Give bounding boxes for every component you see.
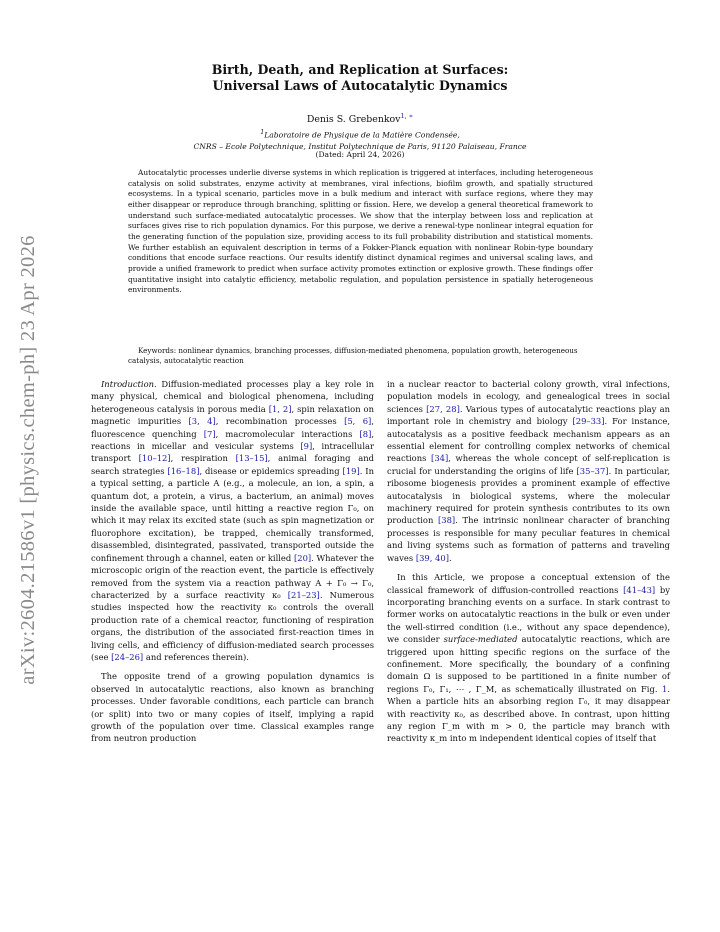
citation-link[interactable]: [29–33]	[572, 416, 605, 427]
left-column	[91, 378, 374, 745]
citation-link[interactable]: [24–26]	[111, 651, 144, 662]
abstract: Autocatalytic processes underlie diverse systems in which replication is triggered at interfaces, including heterogeneous catalysis on solid substrates, enzyme activity at membranes, viral infections, biofilm growth, and spatially structured ecosystems. In a typical scenario, particles move in a bulk medium and interact with surface regions, where they may either disappear or reproduce through branching, splitting or fission. Here, we develop a general theoretical framework to understand such surface-mediated autocatalytic processes. We show that the interplay between loss and replication at surfaces gives rise to rich population dynamics. For this purpose, we derive a renewal-type nonlinear integral equation for the generating function of the population size, providing access to its full probability distribution and statistical moments. We further establish an equivalent description in terms of a Fokker-Planck equation with nonlinear Robin-type boundary conditions that encode surface reactions. Our results identify distinct dynamical regimes and universal scaling laws, and provide a unified framework to predict when surface activity promotes extinction or explosive growth. These findings offer quantitative insight into catalytic efficiency, metabolic regulation, and population persistence in spatially heterogeneous environments.	[128, 168, 593, 295]
intro-paragraph-1: Introduction. Diffusion-mediated processes play a key role in many physical, chemical and biological phenomena, including heterogeneous catalysis in porous media [1, 2], spin relaxation on magnetic impurities [3, 4], recombination processes [5, 6], fluorescence quenching [7], macromolecular interactions [8], reactions in micellar and vesicular systems [9], intracellular transport [10–12], respiration [13–15], animal foraging and search strategies [16–18], disease or epidemics spreading [19]. In a typical setting, a particle A (e.g., a molecule, an ion, a spin, a quantum dot, a protein, a virus, a bacterium, an animal) moves inside the available space, until hitting a reactive region Γ₀, on which it may relax its excited state (such as spin magnetization or fluorophore excitation), be trapped, chemically transformed, disassembled, disintegrated, passivated, transported outside the confinement through a channel, eaten or killed [20]. Whatever the microscopic origin of the reaction event, the particle is effectively removed from the system via a reaction pathway A + Γ₀ → Γ₀, characterized by a surface reactivity κ₀ [21–23]. Numerous studies inspected how the reactivity κ₀ controls the overall production rate of a chemical reactor, functioning of respiration organs, the distribution of the associated first-reaction times in living cells, and efficiency of diffusion-mediated search processes (see [24–26] and references therein).	[91, 379, 375, 662]
citation-link[interactable]: [39, 40]	[415, 552, 449, 563]
citation-link[interactable]: [19]	[342, 465, 360, 476]
keywords: Keywords: nonlinear dynamics, branching processes, diffusion-mediated phenomena, population growth, heterogeneous catalysis, autocatalytic reaction	[128, 346, 578, 365]
title-line-1: Birth, Death, and Replication at Surfaces:	[211, 62, 509, 77]
citation-link[interactable]: [38]	[438, 515, 456, 526]
right-paragraph-2: In this Article, we propose a conceptual extension of the classical framework of diffusion-controlled reactions [41–43] by incorporating branching events on a surface. In stark contrast to former works on autocatalytic reactions in the bulk or even under the well-stirred condition (i.e., without any space dependence), we consider surface-mediated autocatalytic reactions, which are triggered upon hitting specific regions on the surface of the confinement. More specifically, the boundary of a confining domain Ω is supposed to be partitioned in a finite number of regions Γ₀, Γ₁, ⋯ , Γ_M, as schematically illustrated on Fig. 1. When a particle hits an absorbing region Γ₀, it may disappear with reactivity κ₀, as described above. In contrast, upon hitting any region Γ_m with m > 0, the particle may branch with reactivity κ_m into m independent identical copies of itself that	[387, 572, 670, 744]
affiliation-line-1: Laboratoire de Physique de la Matière Condensée,	[264, 130, 460, 140]
paper-title	[110, 62, 610, 93]
citation-link[interactable]: [35–37]	[576, 465, 609, 476]
date-line: (Dated: April 24, 2026)	[315, 150, 405, 159]
intro-paragraph-2: The opposite trend of a growing population dynamics is observed in autocatalytic reactions, also known as branching processes. Under favorable conditions, each particle can branch (or split) into two or many copies of itself, implying a rapid growth of the population over time. Classical examples range from neutron production	[91, 671, 374, 744]
citation-link[interactable]: [1, 2]	[268, 403, 292, 414]
figure-link[interactable]: 1	[661, 683, 668, 694]
citation-link[interactable]: [8]	[359, 428, 372, 439]
citation-link[interactable]: [5, 6]	[344, 416, 372, 427]
arxiv-identifier[interactable]: arXiv:2604.21586v1 [physics.chem-ph] 23 Apr 2026	[17, 235, 39, 685]
citation-link[interactable]: [9]	[300, 441, 313, 452]
title-line-2: Universal Laws of Autocatalytic Dynamics	[212, 77, 508, 93]
citation-link[interactable]: [13–15]	[235, 453, 268, 464]
affiliation-marker: 1	[260, 129, 265, 136]
author-affiliation-marker[interactable]: 1, ∗	[400, 112, 414, 120]
citation-link[interactable]: [10–12]	[138, 453, 171, 464]
citation-link[interactable]: [16–18]	[167, 465, 200, 476]
author-name: Denis S. Grebenkov	[306, 114, 401, 126]
affiliation	[110, 127, 610, 152]
section-lead: Introduction.	[101, 379, 157, 389]
citation-link[interactable]: [7]	[203, 428, 216, 439]
citation-link[interactable]: [3, 4]	[188, 416, 216, 427]
citation-link[interactable]: [20]	[293, 552, 312, 563]
arxiv-stamp	[8, 210, 48, 710]
citation-link[interactable]: [21–23]	[287, 589, 320, 600]
emphasis: surface-mediated	[443, 634, 518, 645]
right-paragraph-1: in a nuclear reactor to bacterial colony growth, viral infections, population models in ecology, and genealogical trees in social sciences [27, 28]. Various types of autocatalytic reactions play an important role in chemistry and biology [29–33]. For instance, autocatalysis as a positive feedback mechanism appears as an essential element for controlling complex networks of chemical reactions [34], whereas the whole concept of self-replication is crucial for understanding the origins of life [35–37]. In particular, ribosome biogenesis provides a prominent example of effective autocatalysis in biological systems, where the molecular machinery required for protein synthesis contributes to its own production [38]. The intrinsic nonlinear character of branching processes is responsible for many peculiar features in chemical and living systems such as formation of patterns and traveling waves [39, 40].	[387, 379, 671, 563]
right-column	[387, 378, 670, 745]
citation-link[interactable]: [27, 28]	[426, 403, 460, 414]
author-line	[110, 112, 610, 125]
citation-link[interactable]: [34]	[431, 453, 449, 464]
affiliation-line-2: CNRS – Ecole Polytechnique, Institut Polytechnique de Paris, 91120 Palaiseau, France	[193, 141, 527, 151]
citation-link[interactable]: [41–43]	[623, 584, 656, 595]
